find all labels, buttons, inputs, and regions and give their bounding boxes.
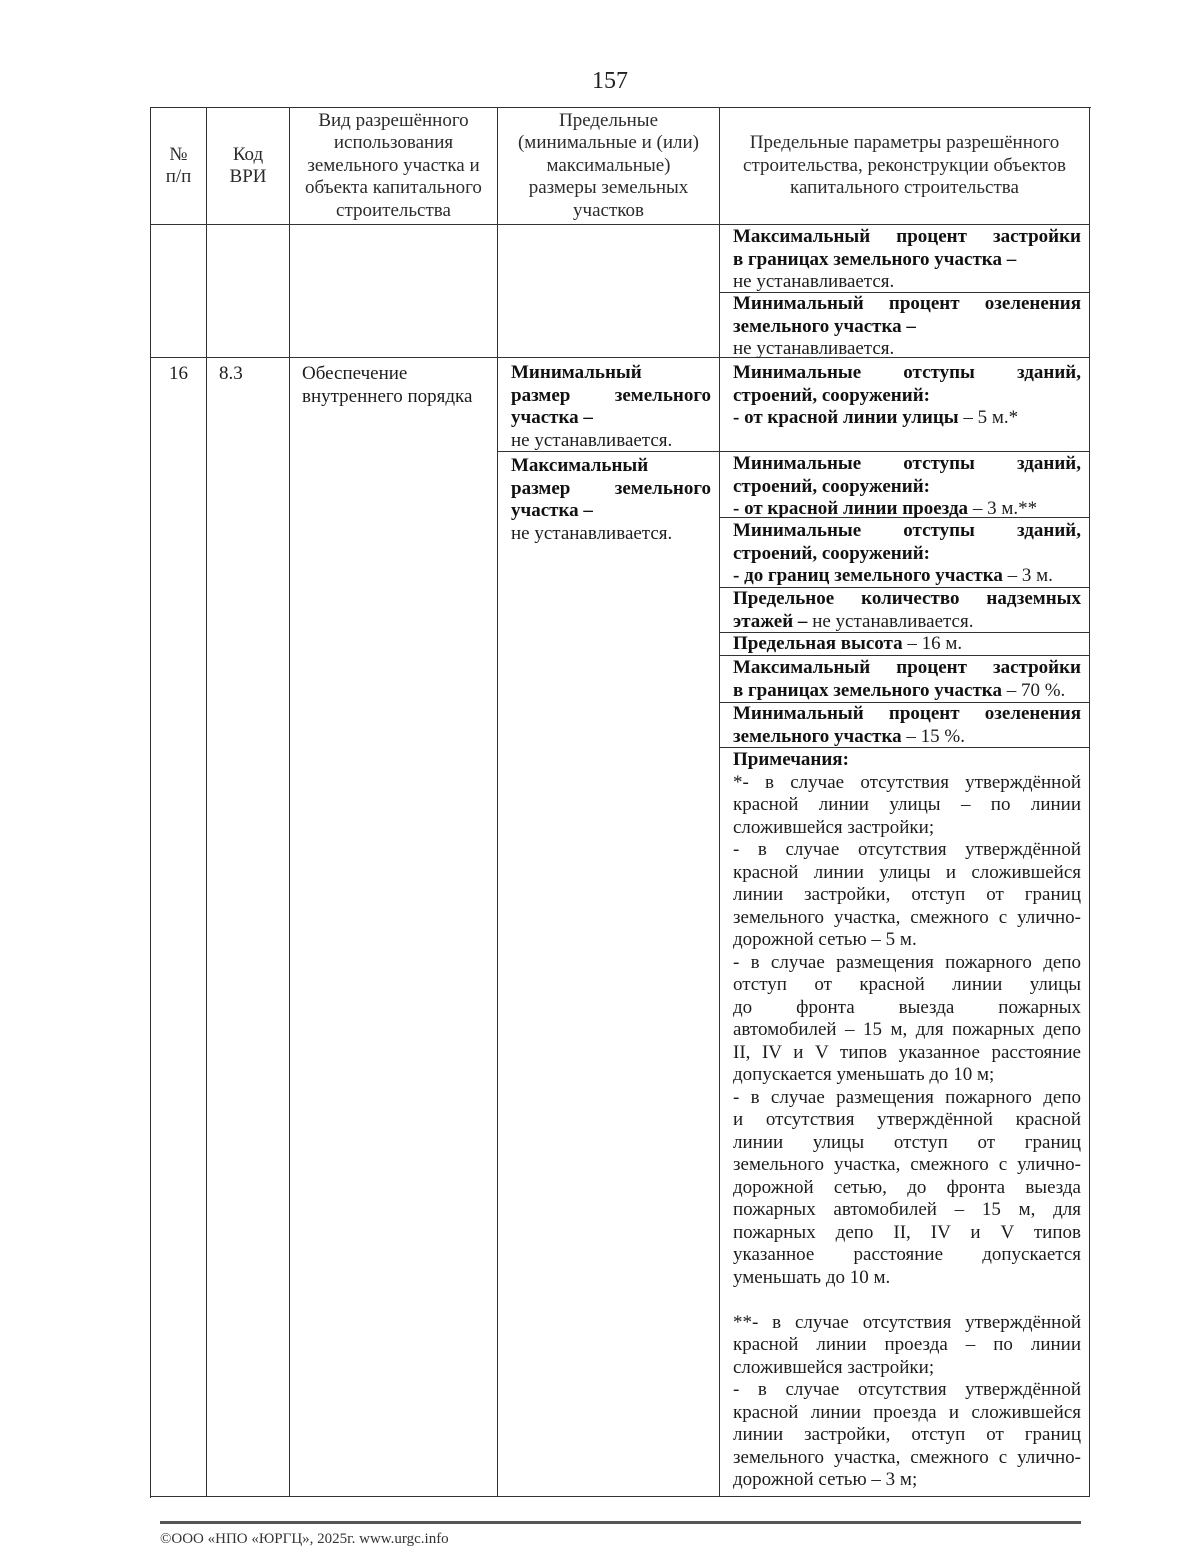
bold-text: строений, сооружений: (733, 384, 930, 406)
header-text: использования (333, 132, 454, 154)
paragraph (733, 520, 1081, 565)
paragraph (733, 1087, 1081, 1290)
text-line (733, 703, 1081, 726)
header-text: земельного участка и (307, 154, 480, 176)
text-line (733, 884, 1081, 907)
paragraph (733, 749, 1081, 772)
bold-text: Максимальный (511, 455, 649, 476)
plain-text: пожарных автомобилей – 15 м, для (733, 1199, 1081, 1220)
build-param-cell (720, 518, 1090, 588)
text-line (733, 293, 1081, 316)
plain-text: не устанавливается. (733, 271, 895, 292)
notes-cell (720, 748, 1090, 1497)
plain-text: сложившейся застройки; (733, 816, 935, 838)
text-line (733, 1177, 1081, 1200)
build-param-cell (720, 656, 1090, 703)
bold-text: этажей – (733, 610, 808, 632)
plain-text: земельного участка, смежного с улично- (733, 906, 1081, 928)
plain-text: - в случае отсутствия утверждённой (733, 839, 1081, 860)
header-text: ВРИ (229, 166, 267, 187)
plain-text: дорожной сетью, до фронта выезда (733, 1176, 1081, 1198)
bold-text: строений, сооружений: (733, 542, 930, 564)
plot-size-cell (498, 358, 720, 452)
text-line (733, 817, 1081, 840)
text-line (733, 385, 1081, 408)
header-text: Код (232, 143, 264, 165)
text-line (733, 316, 1081, 339)
bold-text: Примечания: (733, 749, 849, 770)
text-line (733, 520, 1081, 543)
paragraph (733, 293, 1081, 338)
plain-text: не устанавливается. (733, 338, 895, 359)
build-param-cell (720, 703, 1090, 748)
build-param-cell (720, 452, 1090, 518)
header-text: участков (573, 199, 644, 221)
text-line (733, 1469, 1081, 1492)
plain-text: указанное расстояние допускается (733, 1244, 1081, 1265)
text-line (733, 1064, 1081, 1087)
plain-text: линии улицы отступ от границ (733, 1131, 1081, 1153)
text-line (733, 749, 1081, 772)
text-line (733, 1132, 1081, 1155)
footer-copyright: ©ООО «НПО «ЮРГЦ», 2025г. www.urgc.info (160, 1531, 449, 1547)
text-line (733, 226, 1081, 249)
text-line (733, 772, 1081, 795)
plain-text: – 3 м. (1002, 565, 1053, 586)
bold-text: Минимальный процент озеленения (733, 703, 1081, 724)
plain-text: – 16 м. (902, 633, 963, 654)
plain-text: – 15 %. (901, 725, 965, 747)
plain-text: - в случае размещения пожарного депо (733, 1086, 1081, 1108)
text-line (733, 839, 1081, 862)
plain-text: земельного участка, смежного с улично- (733, 1446, 1081, 1468)
paragraph (511, 430, 711, 453)
bold-text: земельного участка – (733, 315, 916, 337)
text-line (733, 1357, 1081, 1380)
header-text: Предельные (558, 109, 659, 131)
row-number-cell (151, 225, 207, 358)
build-param-cell (720, 588, 1090, 633)
text-line (733, 476, 1081, 499)
plain-text: не устанавливается. (511, 429, 673, 451)
text-line (733, 407, 1081, 430)
text-line (733, 657, 1081, 680)
paragraph (511, 523, 711, 546)
footer-divider (160, 1521, 1081, 1524)
paragraph (733, 1289, 1081, 1312)
paragraph (733, 839, 1081, 952)
text-line (733, 633, 1081, 656)
plain-text: II, IV и V типов указанное расстояние (733, 1041, 1081, 1063)
text-line (302, 363, 497, 386)
bold-text: - до границ земельного участка (733, 565, 1003, 586)
text-line (733, 1199, 1081, 1222)
header-cell-plot-size (498, 108, 720, 225)
plot-size-cell (498, 225, 720, 358)
plain-text: дорожной сетью – 3 м; (733, 1469, 918, 1490)
plain-text: - в случае отсутствия утверждённой (733, 1379, 1081, 1400)
plain-text: – 3 м.** (968, 498, 1038, 519)
text-line (511, 362, 711, 385)
text-line (733, 997, 1081, 1020)
text-line (733, 1424, 1081, 1447)
bold-text: в границах земельного участка – (733, 248, 1017, 270)
text-line (733, 794, 1081, 817)
bold-text: Максимальный процент застройки (733, 226, 1081, 247)
bold-text: в границах земельного участка (733, 679, 1002, 701)
paragraph (302, 363, 497, 408)
text-line (511, 455, 711, 478)
text-line (733, 565, 1081, 588)
text-line (733, 1042, 1081, 1065)
plain-text: отступ от красной линии улицы (733, 974, 1081, 995)
bold-text: Предельное количество надземных (733, 588, 1081, 609)
paragraph (733, 952, 1081, 1087)
paragraph (733, 1379, 1081, 1492)
paragraph (733, 588, 1081, 633)
header-text: размеры земельных (528, 177, 689, 199)
vri-code-cell (207, 358, 290, 1497)
row-number: 16 (169, 363, 188, 384)
text-line (733, 1154, 1081, 1177)
use-type-cell (290, 358, 498, 1497)
plain-text: и отсутствия утверждённой красной (733, 1109, 1081, 1130)
header-text: п/п (165, 166, 192, 187)
header-text: Предельные параметры разрешённого (749, 132, 1060, 154)
build-param-cell (720, 358, 1090, 452)
plot-size-cell (498, 452, 720, 1497)
text-line (511, 523, 711, 546)
paragraph (733, 453, 1081, 498)
plain-text: **- в случае отсутствия утверждённой (733, 1311, 1081, 1333)
text-line (733, 907, 1081, 930)
text-line (733, 952, 1081, 975)
paragraph (733, 226, 1081, 271)
header-text: капитального строительства (790, 177, 1019, 199)
vri-code: 8.3 (219, 363, 243, 384)
text-line (733, 1334, 1081, 1357)
paragraph (511, 455, 711, 523)
header-cell-code (207, 108, 290, 225)
text-line (733, 1222, 1081, 1245)
header-text: объекта капитального (305, 177, 482, 199)
plain-text: красной линии улицы и сложившейся (733, 861, 1081, 883)
text-line (733, 1447, 1081, 1470)
bold-text: земельного участка (733, 725, 902, 747)
use-type-cell (290, 225, 498, 358)
header-text: (минимальные и (или) (517, 132, 699, 154)
plain-text: земельного участка, смежного с улично- (733, 1154, 1081, 1175)
text-line (511, 407, 711, 430)
plain-text: автомобилей – 15 м, для пожарных депо (733, 1019, 1081, 1040)
text-line (733, 929, 1081, 952)
text-line (733, 974, 1081, 997)
text-line (733, 680, 1081, 703)
build-param-cell (720, 225, 1090, 293)
bold-text: размер земельного (511, 477, 711, 499)
header-cell-number (151, 108, 207, 225)
plain-text: – 5 м.* (958, 407, 1019, 428)
text-line (733, 543, 1081, 566)
plain-text: линии застройки, отступ от границ (733, 1424, 1081, 1445)
text-line (733, 1312, 1081, 1335)
bold-text: Минимальный процент озеленения (733, 293, 1081, 314)
bold-text: Минимальные отступы зданий, (733, 520, 1081, 541)
build-param-cell (720, 633, 1090, 656)
paragraph (733, 407, 1081, 430)
text-line (733, 271, 1081, 294)
paragraph (733, 565, 1081, 588)
plain-text: не устанавливается. (511, 522, 673, 544)
paragraph (733, 1312, 1081, 1380)
plain-text: уменьшать до 10 м. (733, 1266, 891, 1288)
bold-text: участка – (511, 500, 593, 521)
bold-text: Минимальные отступы зданий, (733, 453, 1081, 474)
plain-text: внутреннего порядка (302, 385, 473, 407)
paragraph (733, 657, 1081, 702)
text-line (511, 385, 711, 408)
header-text: Вид разрешённого (318, 109, 469, 131)
text-line (733, 453, 1081, 476)
paragraph (733, 362, 1081, 407)
bold-text: строений, сооружений: (733, 475, 930, 497)
text-line (511, 430, 711, 453)
bold-text: Минимальный (511, 362, 642, 383)
text-line (733, 1109, 1081, 1132)
header-cell-use-type (290, 108, 498, 225)
bold-text: участка – (511, 407, 593, 428)
paragraph (733, 633, 1081, 656)
header-text: № (169, 143, 188, 165)
paragraph (733, 271, 1081, 294)
text-line (733, 588, 1081, 611)
text-line (733, 362, 1081, 385)
vri-code-cell (207, 225, 290, 358)
text-line (733, 726, 1081, 749)
bold-text: - от красной линии проезда (733, 498, 969, 519)
plain-text: красной линии проезда – по линии (733, 1334, 1081, 1355)
text-line (511, 500, 711, 523)
build-param-cell (720, 293, 1090, 358)
plain-text: красной линии улицы – по линии (733, 794, 1081, 815)
text-line (733, 1289, 1081, 1312)
paragraph (511, 362, 711, 430)
bold-text: Максимальный процент застройки (733, 657, 1081, 678)
header-text: строительства (336, 199, 451, 221)
text-line (733, 1019, 1081, 1042)
plain-text: *- в случае отсутствия утверждённой (733, 771, 1081, 793)
text-line (511, 478, 711, 501)
plain-text: сложившейся застройки; (733, 1356, 935, 1378)
plain-text: дорожной сетью – 5 м. (733, 929, 917, 950)
page-number: 157 (592, 68, 628, 94)
header-text: строительства, реконструкции объектов (743, 154, 1066, 176)
text-line (733, 1379, 1081, 1402)
text-line (733, 611, 1081, 634)
plain-text: Обеспечение (302, 363, 408, 384)
plain-text: - в случае размещения пожарного депо (733, 951, 1081, 973)
bold-text: Предельная высота (733, 633, 903, 654)
bold-text: размер земельного (511, 384, 711, 406)
bold-text: - от красной линии улицы (733, 407, 959, 428)
text-line (733, 1267, 1081, 1290)
text-line (733, 1244, 1081, 1267)
bold-text: Минимальные отступы зданий, (733, 362, 1081, 383)
plain-text: до фронта выезда пожарных (733, 996, 1081, 1018)
plain-text: допускается уменьшать до 10 м; (733, 1064, 995, 1085)
plain-text: – 70 %. (1001, 679, 1066, 701)
row-number-cell (151, 358, 207, 1497)
plain-text: пожарных депо II, IV и V типов (733, 1221, 1081, 1243)
text-line (302, 386, 497, 409)
paragraph (733, 772, 1081, 840)
text-line (733, 1402, 1081, 1425)
plain-text: красной линии проезда и сложившейся (733, 1401, 1081, 1423)
plain-text: не устанавливается. (807, 610, 974, 632)
text-line (733, 1087, 1081, 1110)
text-line (733, 862, 1081, 885)
header-cell-build-params (720, 108, 1090, 225)
paragraph (733, 703, 1081, 748)
text-line (733, 249, 1081, 272)
header-text: максимальные) (546, 154, 671, 176)
plain-text: линии застройки, отступ от границ (733, 884, 1081, 905)
